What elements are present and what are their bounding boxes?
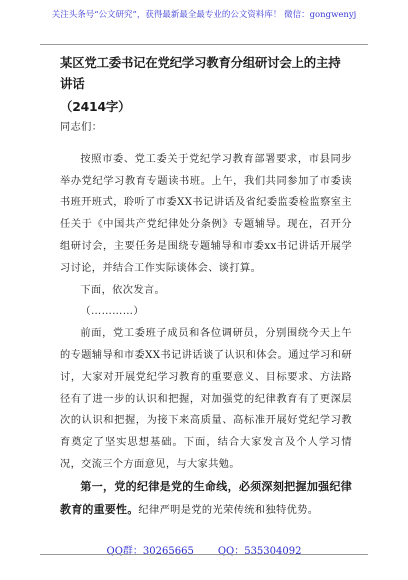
footer-divider	[40, 554, 368, 555]
paragraph-1: 按照市委、党工委关于党纪学习教育部署要求，市县同步举办党纪学习教育专题读书班。上午，我们共同参加了市委读书班开班式，聆听了市委XX书记讲话及省纪委监委检监察室主任关于《中国共产党纪律处分条例》专题辅导。现在，召开分组研讨会，主要任务是围绕专题辅导和市委xx书记讲话开展学习讨论，并结合工作实际谈体会、谈打算。	[60, 153, 352, 274]
paragraph-5-text: 纪律严明是党的光荣传统和独特优势。	[138, 504, 319, 516]
footer-qq-group: QQ群：30265665	[106, 546, 194, 557]
document-title: 某区党工委书记在党纪学习教育分组研讨会上的主持讲话	[60, 55, 341, 91]
header-divider	[40, 44, 368, 45]
paragraph-5	[60, 476, 352, 522]
spacer	[60, 139, 352, 149]
document-word-count: （2414字）	[60, 99, 131, 114]
page-header-banner: 关注头条号“公文研究”，获得最新最全最专业的公文资料库！ 微信：gongwenyj	[51, 10, 357, 20]
section-heading-first: 第一，党的纪律是党的生命线，必须深刻把握加强纪律教育的重要性。	[60, 479, 352, 516]
document-body	[60, 50, 352, 521]
paragraph-3: （…………）	[80, 306, 144, 318]
paragraph-2: 下面，依次发言。	[80, 284, 166, 296]
footer-qq: QQ：535304092	[217, 546, 302, 557]
salutation: 同志们：	[60, 122, 103, 133]
paragraph-4: 前面，党工委班子成员和各位调研员，分别围绕今天上午的专题辅导和市委XX书记讲话谈了认识和体会。通过学习和研讨，大家对开展党纪学习教育的重要意义、目标要求、方法路径有了进一步的认识和把握，对加强党的纪律教育有了更深层次的认识和把握，为接下来高质量、高标准开展好党纪学习教育奠定了坚实思想基础。下面，结合大家发言及个人学习情况，交流三个方面意见，与大家共勉。	[60, 328, 352, 470]
